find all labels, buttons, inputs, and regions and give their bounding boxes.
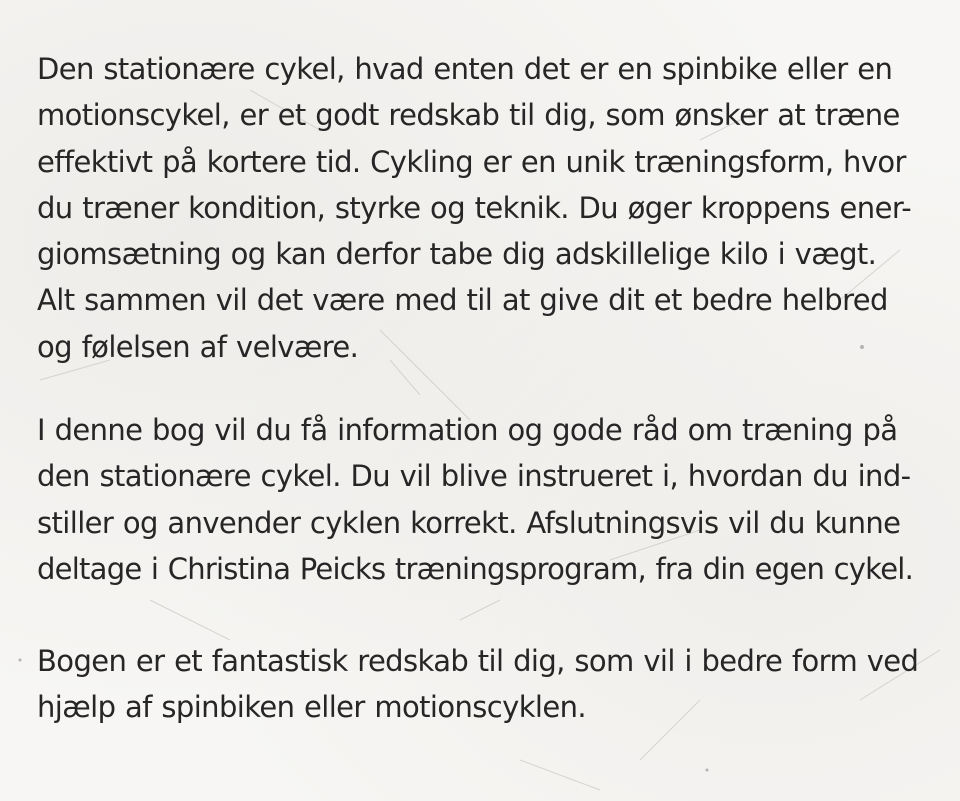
text-line: den stationære cykel. Du vil blive instrueret i, hvordan du ind- xyxy=(37,459,911,494)
text-line: og følelsen af velvære. xyxy=(37,329,359,364)
text-line: du træner kondition, styrke og teknik. Du øger kroppens ener- xyxy=(37,190,912,225)
book-content-paragraph xyxy=(37,407,922,592)
closing-paragraph xyxy=(37,638,922,731)
text-line: Bogen er et fantastisk redskab til dig, som vil i bedre form ved xyxy=(37,644,919,678)
text-line: effektivt på kortere tid. Cykling er en unik træningsform, hvor xyxy=(37,144,906,179)
text-line: motionscykel, er et godt redskab til dig, som ønsker at træne xyxy=(37,98,900,133)
text-line: Den stationære cykel, hvad enten det er en spinbike eller en xyxy=(37,52,893,86)
text-line: stiller og anvender cyklen korrekt. Afslutningsvis vil du kunne xyxy=(37,505,901,540)
text-line: deltage i Christina Peicks træningsprogram, fra din egen cykel. xyxy=(37,551,914,586)
text-line: I denne bog vil du få information og gode råd om træning på xyxy=(37,413,898,447)
text-line: Alt sammen vil det være med til at give dit et bedre helbred xyxy=(37,283,888,318)
text-line: giomsætning og kan derfor tabe dig adskillelige kilo i vægt. xyxy=(37,237,877,272)
text-line: hjælp af spinbiken eller motionscyklen. xyxy=(37,690,587,725)
intro-paragraph xyxy=(37,46,922,370)
